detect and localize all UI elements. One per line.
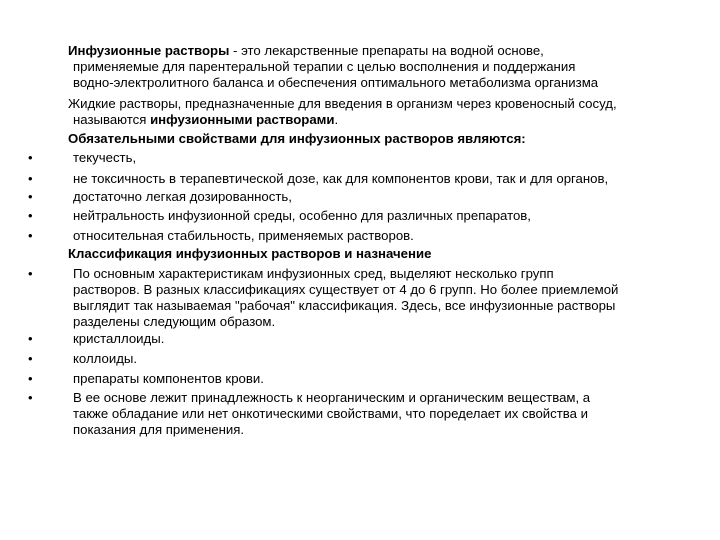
bullet-icon: • (28, 351, 33, 366)
classification-heading-text: Классификация инфузионных растворов и назначение (68, 246, 432, 261)
closing-text (73, 390, 693, 438)
bullet-icon: • (28, 171, 33, 186)
group-text: препараты компонентов крови. (73, 371, 264, 386)
bullet-icon: • (28, 150, 33, 165)
bullet-icon: • (28, 189, 33, 204)
intro-line-1 (68, 43, 688, 59)
closing-line: также обладание или нет онкотическими свойствами, что поределает их свойства и (73, 406, 589, 421)
property-text: относительная стабильность, применяемых растворов. (73, 228, 414, 243)
classification-heading (68, 246, 688, 262)
closing-line: В ее основе лежит принадлежность к неорганическим и органическим веществам, а (73, 390, 591, 405)
bullet-icon: • (28, 266, 33, 281)
liquids-line-1: Жидкие растворы, предназначенные для введения в организм через кровеносный сосуд, (68, 96, 617, 111)
intro-line-3: водно-электролитного баланса и обеспечения оптимального метаболизма организма (73, 75, 599, 90)
properties-heading (68, 131, 688, 147)
intro-line-2: применяемые для парентеральной терапии с целью восполнения и поддержания (73, 59, 576, 74)
closing-line: показания для применения. (73, 422, 245, 437)
liquids-prefix: называются (73, 112, 151, 127)
intro-paragraph (68, 43, 688, 91)
liquids-bold-term: инфузионными растворами (150, 112, 335, 127)
classification-intro-line: По основным характеристикам инфузионных сред, выделяют несколько групп (73, 266, 554, 281)
property-text: достаточно легкая дозированность, (73, 189, 292, 204)
property-text: не токсичность в терапевтической дозе, как для компонентов крови, так и для органов, (73, 171, 609, 186)
property-text: нейтральность инфузионной среды, особенно для различных препаратов, (73, 208, 531, 223)
bullet-icon: • (28, 208, 33, 223)
property-text: текучесть, (73, 150, 137, 165)
bullet-icon: • (28, 228, 33, 243)
liquids-suffix: . (334, 112, 339, 127)
bullet-icon: • (28, 331, 33, 346)
intro-definition-1: - это лекарственные препараты на водной основе, (229, 43, 544, 58)
properties-heading-text: Обязательными свойствами для инфузионных растворов являются: (68, 131, 526, 146)
intro-term: Инфузионные растворы (68, 43, 230, 58)
bullet-icon: • (28, 390, 33, 405)
classification-intro-line: растворов. В разных классификациях существует от 4 до 6 групп. Но более приемлемой (73, 282, 619, 297)
classification-intro-line: выглядит так называемая "рабочая" классификация. Здесь, все инфузионные растворы (73, 298, 616, 313)
liquids-line-2 (68, 112, 688, 128)
bullet-icon: • (28, 371, 33, 386)
classification-intro-text (73, 266, 693, 330)
group-text: коллоиды. (73, 351, 138, 366)
classification-intro-line: разделены следующим образом. (73, 314, 276, 329)
group-text: кристаллоиды. (73, 331, 165, 346)
liquids-paragraph (68, 96, 688, 128)
